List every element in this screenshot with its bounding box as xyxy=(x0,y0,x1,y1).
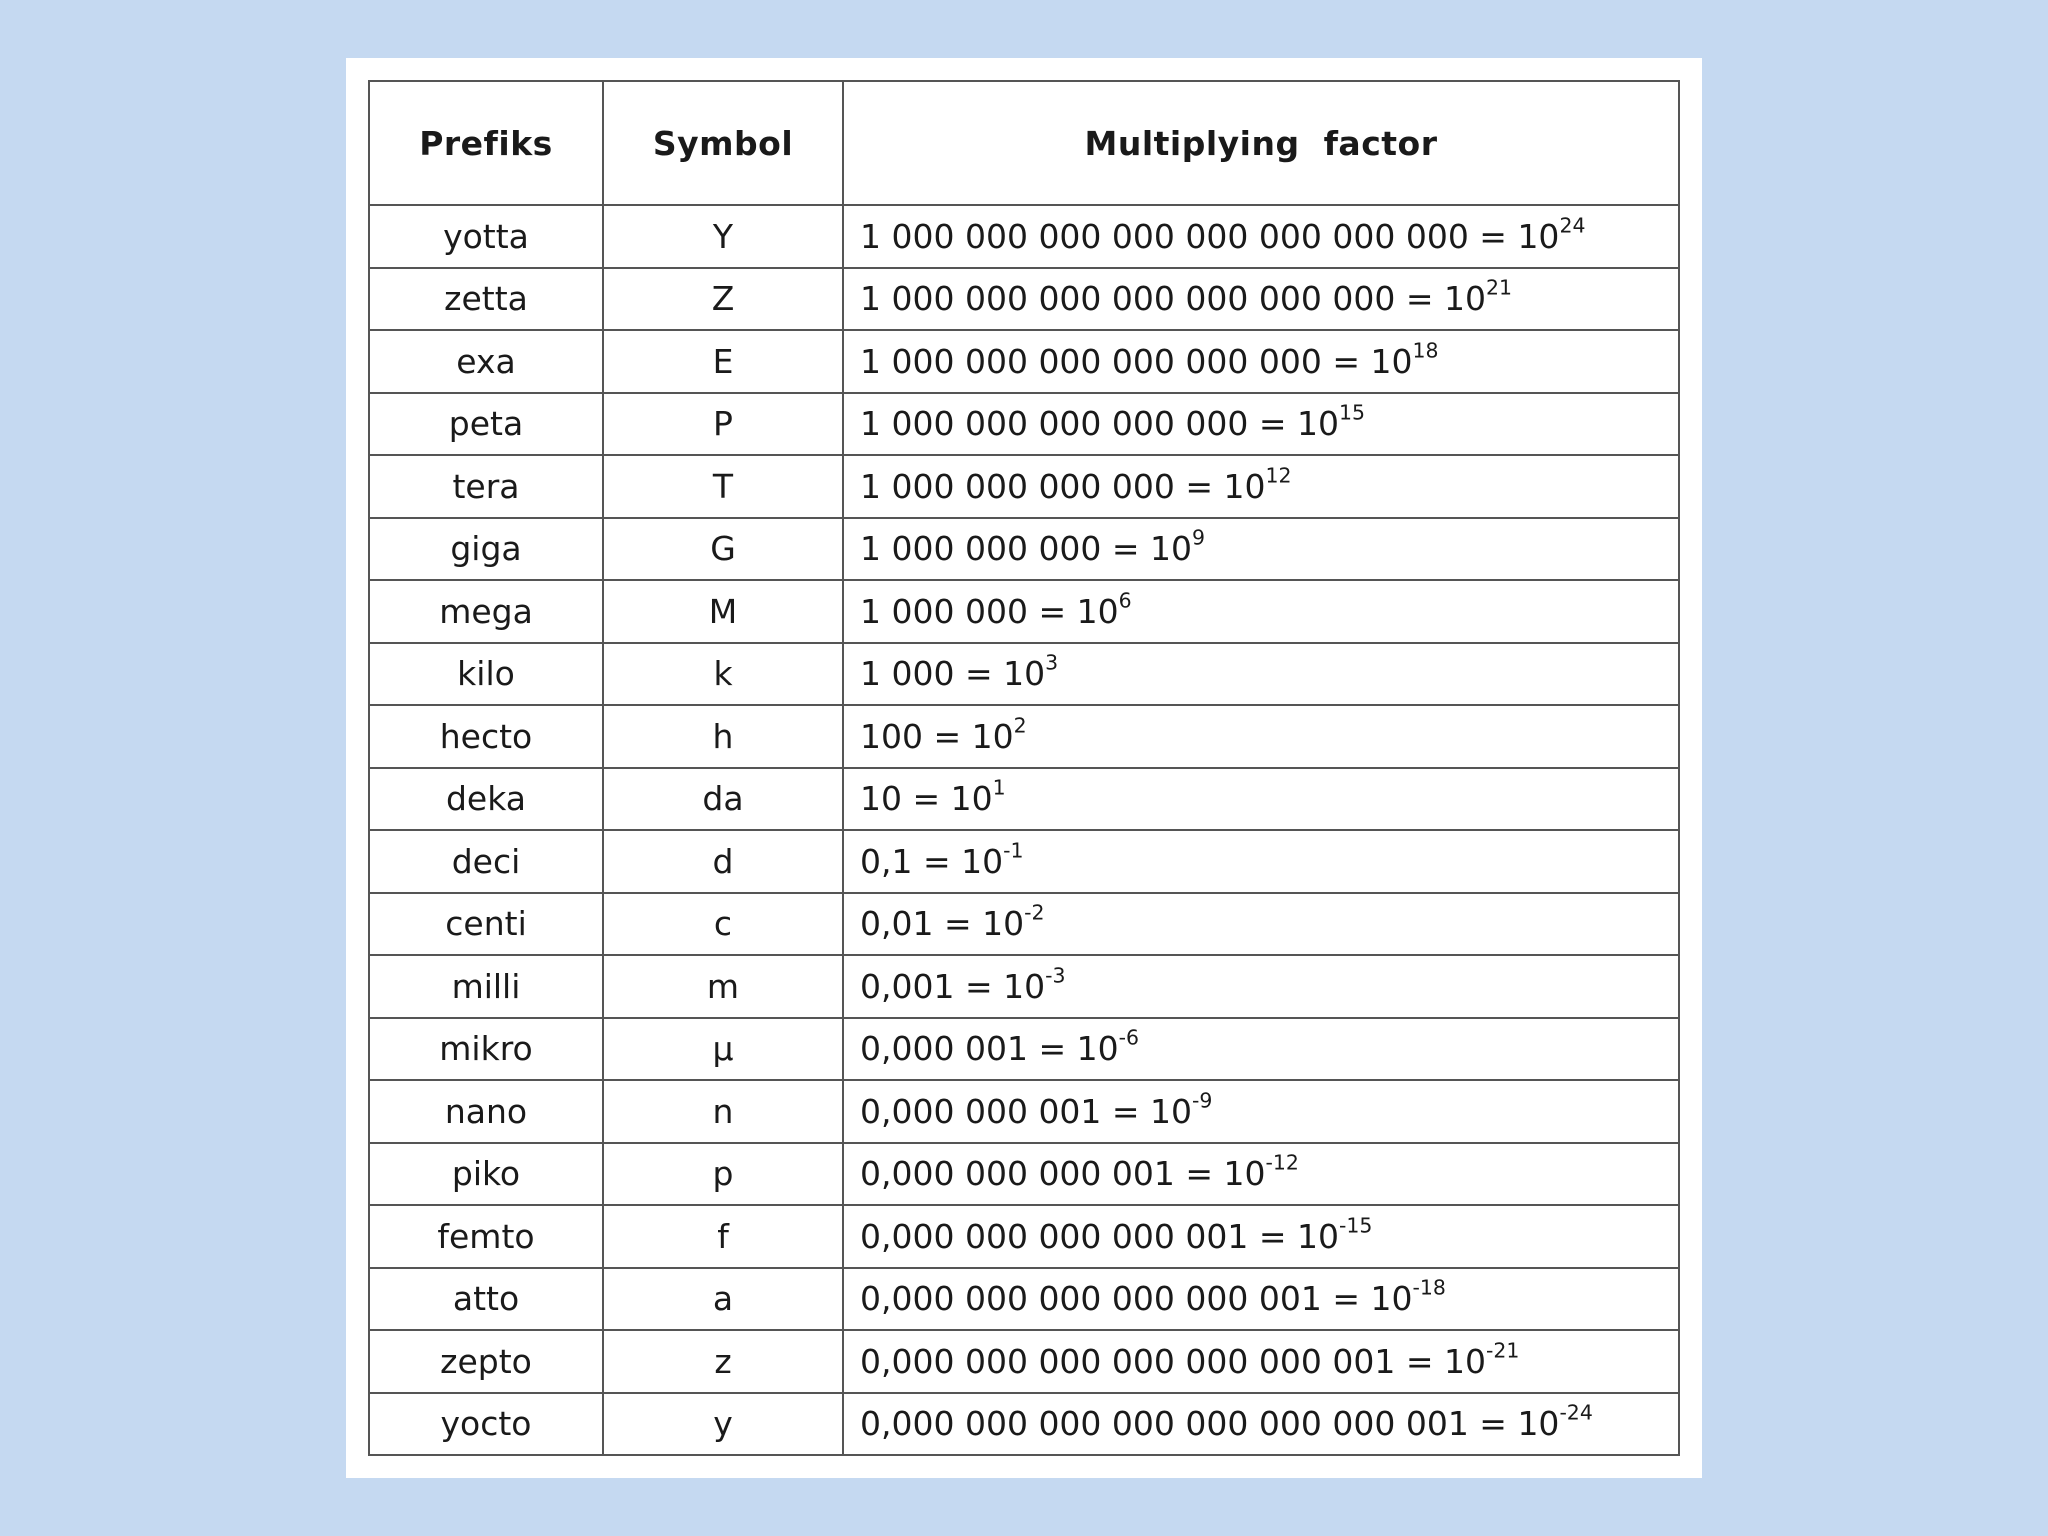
prefix-cell: hecto xyxy=(369,705,603,768)
factor-exponent: -1 xyxy=(1003,838,1024,863)
factor-exponent: 3 xyxy=(1045,650,1059,675)
prefix-cell: mikro xyxy=(369,1018,603,1081)
factor-cell xyxy=(843,1330,1679,1393)
factor-value: 0,01 = 10 xyxy=(860,904,1025,944)
factor-cell xyxy=(843,893,1679,956)
table-row xyxy=(369,1143,1679,1206)
factor-cell xyxy=(843,205,1679,268)
factor-exponent: 2 xyxy=(1013,713,1027,738)
factor-cell xyxy=(843,455,1679,518)
prefix-cell: tera xyxy=(369,455,603,518)
prefix-cell: zepto xyxy=(369,1330,603,1393)
table-row xyxy=(369,205,1679,268)
header-symbol: Symbol xyxy=(603,81,843,205)
factor-cell xyxy=(843,1143,1679,1206)
symbol-cell: da xyxy=(603,768,843,831)
table-row xyxy=(369,768,1679,831)
symbol-cell: z xyxy=(603,1330,843,1393)
table-row xyxy=(369,1205,1679,1268)
symbol-cell: G xyxy=(603,518,843,581)
factor-cell xyxy=(843,393,1679,456)
table-row xyxy=(369,580,1679,643)
factor-cell xyxy=(843,330,1679,393)
symbol-cell: M xyxy=(603,580,843,643)
factor-value: 1 000 000 000 000 = 10 xyxy=(860,466,1266,506)
factor-exponent: -21 xyxy=(1485,1338,1520,1363)
factor-value: 1 000 = 10 xyxy=(860,654,1046,694)
table-row xyxy=(369,893,1679,956)
factor-value: 0,000 000 000 000 000 001 = 10 xyxy=(860,1279,1413,1319)
prefix-cell: piko xyxy=(369,1143,603,1206)
table-body xyxy=(369,205,1679,1455)
symbol-cell: a xyxy=(603,1268,843,1331)
table-row xyxy=(369,1080,1679,1143)
factor-value: 0,000 000 000 000 000 000 000 001 = 10 xyxy=(860,1404,1560,1444)
factor-cell xyxy=(843,268,1679,331)
prefix-cell: atto xyxy=(369,1268,603,1331)
factor-value: 1 000 000 000 000 000 000 000 000 = 10 xyxy=(860,216,1560,256)
table-row xyxy=(369,1393,1679,1456)
prefix-cell: centi xyxy=(369,893,603,956)
factor-value: 1 000 000 000 000 000 000 = 10 xyxy=(860,341,1413,381)
factor-value: 0,000 000 000 000 001 = 10 xyxy=(860,1216,1339,1256)
factor-exponent: -2 xyxy=(1024,900,1045,925)
symbol-cell: c xyxy=(603,893,843,956)
symbol-cell: µ xyxy=(603,1018,843,1081)
factor-value: 0,001 = 10 xyxy=(860,966,1046,1006)
factor-value: 1 000 000 = 10 xyxy=(860,591,1119,631)
factor-exponent: -6 xyxy=(1118,1025,1139,1050)
symbol-cell: k xyxy=(603,643,843,706)
prefix-cell: nano xyxy=(369,1080,603,1143)
factor-cell xyxy=(843,1080,1679,1143)
symbol-cell: Y xyxy=(603,205,843,268)
factor-value: 1 000 000 000 000 000 000 000 = 10 xyxy=(860,279,1486,319)
factor-value: 0,000 001 = 10 xyxy=(860,1029,1119,1069)
symbol-cell: p xyxy=(603,1143,843,1206)
prefix-cell: giga xyxy=(369,518,603,581)
symbol-cell: P xyxy=(603,393,843,456)
factor-value: 0,000 000 001 = 10 xyxy=(860,1091,1193,1131)
table-row xyxy=(369,705,1679,768)
si-prefix-table xyxy=(368,80,1680,1456)
factor-value: 1 000 000 000 = 10 xyxy=(860,529,1193,569)
table-row xyxy=(369,1018,1679,1081)
table-row xyxy=(369,330,1679,393)
prefix-cell: deci xyxy=(369,830,603,893)
table-card xyxy=(346,58,1702,1478)
table-row xyxy=(369,268,1679,331)
prefix-cell: yotta xyxy=(369,205,603,268)
prefix-cell: mega xyxy=(369,580,603,643)
table-row xyxy=(369,455,1679,518)
factor-exponent: 6 xyxy=(1118,588,1132,613)
table-row xyxy=(369,393,1679,456)
header-prefiks: Prefiks xyxy=(369,81,603,205)
factor-exponent: 9 xyxy=(1192,525,1206,550)
table-row xyxy=(369,830,1679,893)
factor-value: 100 = 10 xyxy=(860,716,1014,756)
table-row xyxy=(369,643,1679,706)
factor-cell xyxy=(843,1018,1679,1081)
factor-exponent: -3 xyxy=(1045,963,1066,988)
factor-exponent: -18 xyxy=(1412,1275,1446,1300)
table-header-row xyxy=(369,81,1679,205)
factor-exponent: 21 xyxy=(1485,275,1512,300)
prefix-cell: kilo xyxy=(369,643,603,706)
factor-value: 10 = 10 xyxy=(860,779,993,819)
symbol-cell: y xyxy=(603,1393,843,1456)
factor-cell xyxy=(843,705,1679,768)
symbol-cell: m xyxy=(603,955,843,1018)
prefix-cell: femto xyxy=(369,1205,603,1268)
factor-value: 0,000 000 000 001 = 10 xyxy=(860,1154,1266,1194)
prefix-cell: deka xyxy=(369,768,603,831)
symbol-cell: n xyxy=(603,1080,843,1143)
factor-value: 0,000 000 000 000 000 000 001 = 10 xyxy=(860,1341,1486,1381)
factor-exponent: 12 xyxy=(1265,463,1292,488)
symbol-cell: h xyxy=(603,705,843,768)
factor-value: 0,1 = 10 xyxy=(860,841,1004,881)
prefix-cell: exa xyxy=(369,330,603,393)
factor-cell xyxy=(843,1205,1679,1268)
symbol-cell: Z xyxy=(603,268,843,331)
table-row xyxy=(369,518,1679,581)
prefix-cell: zetta xyxy=(369,268,603,331)
factor-value: 1 000 000 000 000 000 = 10 xyxy=(860,404,1339,444)
factor-cell xyxy=(843,1393,1679,1456)
factor-exponent: 15 xyxy=(1339,400,1366,425)
factor-cell xyxy=(843,955,1679,1018)
factor-exponent: -15 xyxy=(1339,1213,1373,1238)
factor-cell xyxy=(843,518,1679,581)
factor-exponent: 18 xyxy=(1412,338,1439,363)
factor-exponent: 1 xyxy=(992,775,1006,800)
factor-cell xyxy=(843,830,1679,893)
factor-exponent: -12 xyxy=(1265,1150,1299,1175)
factor-cell xyxy=(843,643,1679,706)
table-row xyxy=(369,955,1679,1018)
prefix-cell: milli xyxy=(369,955,603,1018)
symbol-cell: d xyxy=(603,830,843,893)
symbol-cell: T xyxy=(603,455,843,518)
symbol-cell: f xyxy=(603,1205,843,1268)
table-row xyxy=(369,1268,1679,1331)
factor-exponent: 24 xyxy=(1559,213,1586,238)
factor-cell xyxy=(843,1268,1679,1331)
prefix-cell: peta xyxy=(369,393,603,456)
factor-cell xyxy=(843,768,1679,831)
prefix-cell: yocto xyxy=(369,1393,603,1456)
header-multiplying-factor: Multiplying factor xyxy=(843,81,1679,205)
factor-exponent: -9 xyxy=(1192,1088,1213,1113)
symbol-cell: E xyxy=(603,330,843,393)
factor-exponent: -24 xyxy=(1559,1400,1593,1425)
table-row xyxy=(369,1330,1679,1393)
factor-cell xyxy=(843,580,1679,643)
